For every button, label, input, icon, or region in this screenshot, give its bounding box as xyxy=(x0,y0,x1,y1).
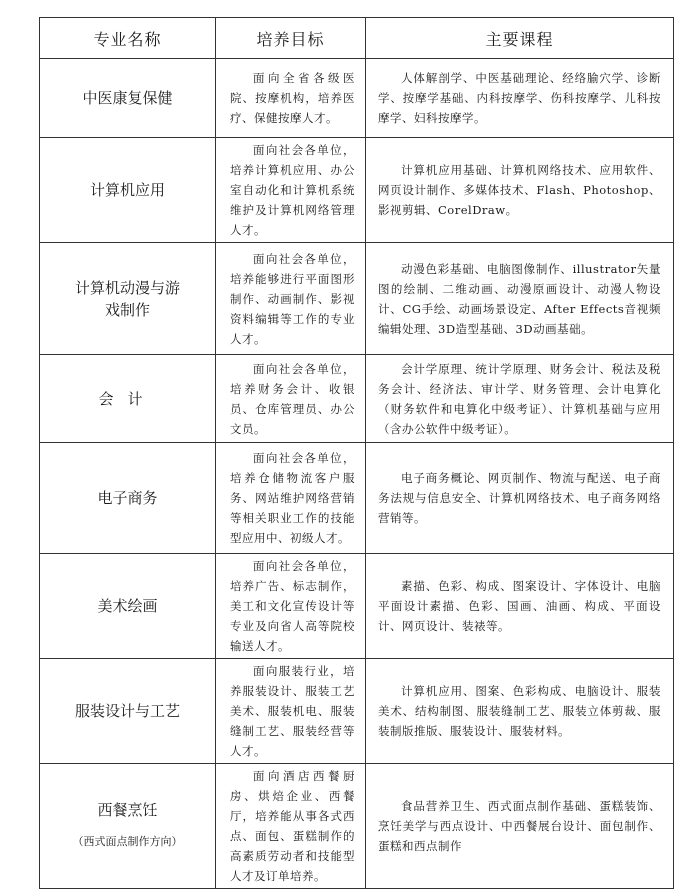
major-name: 服装设计与工艺 xyxy=(40,659,216,764)
table-row xyxy=(40,59,674,138)
header-course: 主要课程 xyxy=(366,18,674,59)
major-name: 电子商务 xyxy=(40,443,216,554)
main-courses: 人体解剖学、中医基础理论、经络腧穴学、诊断学、按摩学基础、内科按摩学、伤科按摩学、儿科按摩学、妇科按摩学。 xyxy=(366,59,674,138)
main-courses: 素描、色彩、构成、图案设计、字体设计、电脑平面设计素描、色彩、国画、油画、构成、平面设计、网页设计、装裱等。 xyxy=(366,554,674,659)
table-row xyxy=(40,443,674,554)
header-goal: 培养目标 xyxy=(216,18,366,59)
table-row xyxy=(40,243,674,355)
main-courses: 计算机应用基础、计算机网络技术、应用软件、网页设计制作、多媒体技术、Flash、Photoshop、影视剪辑、CorelDraw。 xyxy=(366,138,674,243)
major-name: 美术绘画 xyxy=(40,554,216,659)
major-name-text: 计算机动漫与游戏制作 xyxy=(74,278,180,319)
main-courses: 电子商务概论、网页制作、物流与配送、电子商务法规与信息安全、计算机网络技术、电子商务网络营销等。 xyxy=(366,443,674,554)
major-name: 计算机应用 xyxy=(40,138,216,243)
main-courses: 计算机应用、图案、色彩构成、电脑设计、服装美术、结构制图、服装缝制工艺、服装立体剪裁、服装制版推版、服装设计、服装材料。 xyxy=(366,659,674,764)
main-courses: 动漫色彩基础、电脑图像制作、illustrator矢量图的绘制、二维动画、动漫原画设计、动漫人物设计、CG手绘、动画场景设定、After Effects音视频编辑处理、3D造型基础、3D动画基础。 xyxy=(366,243,674,355)
table-row xyxy=(40,554,674,659)
training-goal: 面向社会各单位，培养仓储物流客户服务、网站维护网络营销等相关职业工作的技能型应用中、初级人才。 xyxy=(216,443,366,554)
table-row xyxy=(40,355,674,443)
curriculum-table-container xyxy=(39,17,673,889)
table-row xyxy=(40,764,674,889)
training-goal: 面向社会各单位，培养能够进行平面图形制作、动画制作、影视资料编辑等工作的专业人才。 xyxy=(216,243,366,355)
training-goal: 面向全省各级医院、按摩机构，培养医疗、保健按摩人才。 xyxy=(216,59,366,138)
table-row xyxy=(40,138,674,243)
major-name-text: 西餐烹饪 xyxy=(97,801,158,819)
major-name xyxy=(40,764,216,889)
training-goal: 面向酒店西餐厨房、烘焙企业、西餐厅，培养能从事各式西点、面包、蛋糕制作的高素质劳动者和技能型人才及订单培养。 xyxy=(216,764,366,889)
training-goal: 面向社会各单位，培养财务会计、收银员、仓库管理员、办公文员。 xyxy=(216,355,366,443)
table-header-row xyxy=(40,18,674,59)
training-goal: 面向服装行业，培养服装设计、服装工艺美术、服装机电、服装缝制工艺、服装经营等人才。 xyxy=(216,659,366,764)
major-name: 会计 xyxy=(40,355,216,443)
training-goal: 面向社会各单位，培养计算机应用、办公室自动化和计算机系统维护及计算机网络管理人才。 xyxy=(216,138,366,243)
main-courses: 食品营养卫生、西式面点制作基础、蛋糕装饰、烹饪美学与西点设计、中西餐展台设计、面包制作、蛋糕和西点制作 xyxy=(366,764,674,889)
header-major: 专业名称 xyxy=(40,18,216,59)
training-goal: 面向社会各单位，培养广告、标志制作，美工和文化宣传设计等专业及向省人高等院校输送人才。 xyxy=(216,554,366,659)
major-name xyxy=(40,243,216,355)
table-row xyxy=(40,659,674,764)
major-name: 中医康复保健 xyxy=(40,59,216,138)
curriculum-table xyxy=(39,17,674,889)
main-courses: 会计学原理、统计学原理、财务会计、税法及税务会计、经济法、审计学、财务管理、会计电算化（财务软件和电算化中级考证）、计算机基础与应用（含办公软件中级考证）。 xyxy=(366,355,674,443)
major-direction: （西式面点制作方向） xyxy=(72,835,183,848)
